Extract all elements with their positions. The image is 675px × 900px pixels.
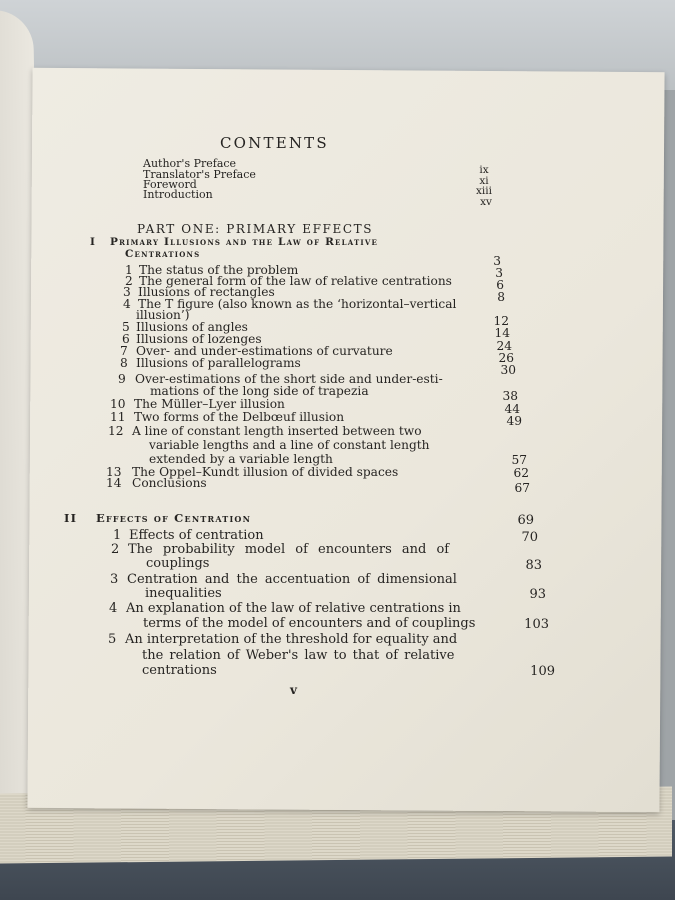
section-number: 7: [120, 344, 128, 358]
front-matter-label: Author's Preface: [143, 157, 237, 170]
section-title: The general form of the law of relative centrations: [139, 274, 452, 288]
section-number: 2: [125, 274, 133, 288]
section-title-cont: the relation of Weber's law to that of relative: [142, 648, 455, 663]
section-title: Two forms of the Delbœuf illusion: [134, 410, 345, 424]
section-page: 6: [496, 278, 504, 292]
section-page: 44: [504, 402, 520, 416]
section-page: 70: [521, 530, 538, 545]
section-title-cont: variable lengths and a line of constant length: [149, 438, 430, 452]
section-page: 3: [495, 266, 503, 280]
chapter-page: 69: [517, 513, 534, 528]
section-title: Illusions of angles: [136, 320, 248, 334]
section-number: 3: [123, 285, 131, 299]
section-title: The probability model of encounters and of: [128, 542, 450, 557]
section-title: An explanation of the law of relative centrations in: [126, 601, 461, 616]
section-page: 67: [514, 481, 530, 495]
section-number: 5: [122, 320, 130, 334]
section-page: 12: [493, 314, 509, 328]
section-title: Centration and the accentuation of dimensional: [127, 572, 457, 587]
section-number: 12: [108, 424, 124, 438]
section-title: Conclusions: [132, 476, 207, 490]
section-title: An interpretation of the threshold for equality and: [125, 632, 458, 647]
front-matter-page: xiii: [476, 185, 492, 197]
section-title-cont: illusion’): [136, 308, 190, 322]
section-title: The Oppel–Kundt illusion of divided spaces: [132, 465, 399, 479]
section-title-cont: inequalities: [145, 586, 222, 601]
section-title: Over-estimations of the short side and under-esti-: [135, 372, 443, 386]
section-title: Effects of centration: [129, 528, 264, 543]
section-page: 57: [511, 453, 527, 467]
section-title: Illusions of parallelograms: [136, 356, 301, 370]
section-title-cont: extended by a variable length: [149, 452, 333, 466]
section-number: 4: [123, 297, 131, 311]
section-page: 62: [513, 466, 529, 480]
chapter-roman: II: [64, 511, 78, 525]
page-folio: v: [290, 683, 297, 697]
chapter-page: 3: [493, 254, 501, 268]
contents-title: CONTENTS: [220, 134, 329, 152]
section-title: Illusions of lozenges: [136, 332, 262, 346]
section-title: A line of constant length inserted between two: [132, 424, 422, 438]
section-page: 38: [502, 389, 518, 403]
section-title-cont: terms of the model of encounters and of couplings: [143, 616, 476, 631]
section-title: Over- and under-estimations of curvature: [136, 344, 393, 358]
chapter-roman: I: [90, 236, 97, 248]
part-heading: PART ONE: PRIMARY EFFECTS: [137, 222, 374, 236]
front-matter-label: Translator's Preface: [143, 168, 256, 181]
section-page: 14: [494, 326, 510, 340]
section-title-cont: mations of the long side of trapezia: [150, 384, 369, 398]
section-number: 5: [108, 632, 117, 647]
front-matter-label: Introduction: [143, 188, 213, 201]
section-number: 10: [110, 397, 126, 411]
section-title-cont: couplings: [146, 556, 210, 571]
section-title: Illusions of rectangles: [138, 285, 275, 299]
section-title-cont: centrations: [142, 663, 217, 678]
chapter-title-cont: Centrations: [125, 248, 201, 260]
section-number: 9: [118, 372, 126, 386]
section-title: The status of the problem: [139, 263, 299, 277]
front-matter-page: xi: [479, 175, 489, 187]
section-page: 49: [506, 414, 522, 428]
section-page: 30: [500, 363, 516, 377]
section-page: 103: [524, 617, 549, 632]
section-page: 83: [525, 558, 542, 573]
section-number: 1: [113, 528, 122, 543]
section-number: 11: [110, 410, 126, 424]
chapter-title: Effects of Centration: [96, 511, 252, 525]
section-title: The Müller–Lyer illusion: [134, 397, 285, 411]
section-number: 8: [120, 356, 128, 370]
front-matter-page: ix: [479, 164, 489, 176]
section-number: 14: [106, 476, 122, 490]
section-page: 8: [497, 290, 505, 304]
section-page: 24: [496, 339, 512, 353]
section-page: 93: [529, 587, 546, 602]
section-number: 2: [111, 542, 120, 557]
section-title: The T figure (also known as the ‘horizontal–vertical: [138, 297, 457, 311]
chapter-title: Primary Illusions and the Law of Relative: [110, 236, 378, 248]
front-matter-label: Foreword: [143, 178, 197, 191]
section-number: 6: [122, 332, 130, 346]
section-page: 26: [498, 351, 514, 365]
section-number: 3: [110, 572, 119, 587]
section-number: 4: [109, 601, 118, 616]
section-number: 1: [125, 263, 133, 277]
section-number: 13: [106, 465, 122, 479]
section-page: 109: [530, 664, 555, 679]
front-matter-page: xv: [480, 196, 492, 208]
